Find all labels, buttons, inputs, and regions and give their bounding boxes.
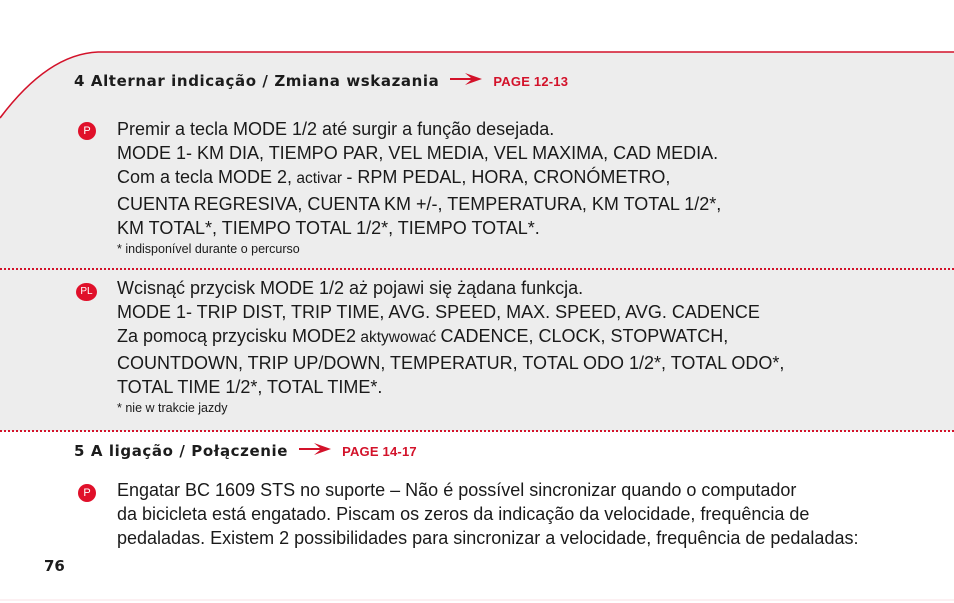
portuguese-instructions [117, 117, 721, 258]
text-segment: Com a tecla MODE 2, [117, 167, 293, 188]
text-line: Wcisnąć przycisk MODE 1/2 aż pojawi się żądana funkcja. [117, 278, 584, 298]
language-badge-pt: P [78, 484, 96, 502]
section-4-heading [74, 72, 568, 90]
section-5-heading [74, 442, 417, 460]
polish-instructions [117, 276, 784, 417]
text-line: MODE 1- TRIP DIST, TRIP TIME, AVG. SPEED, MAX. SPEED, AVG. CADENCE [117, 302, 760, 323]
language-badge-pt: P [78, 122, 96, 140]
text-line: Engatar BC 1609 STS no suporte – Não é possível sincronizar quando o computador [117, 480, 797, 500]
text-line [117, 324, 784, 350]
language-badge-pl: PL [76, 283, 97, 301]
arrow-right-icon [298, 442, 332, 460]
text-segment: activar [292, 170, 347, 188]
section-5-title: 5 A ligação / Połączenie [74, 442, 289, 460]
text-segment: Za pomocą przycisku MODE2 [117, 326, 357, 347]
text-line [117, 165, 721, 191]
text-line: CUENTA REGRESIVA, CUENTA KM +/-, TEMPERATURA, KM TOTAL 1/2*, [117, 193, 722, 214]
text-line: KM TOTAL*, TIEMPO TOTAL 1/2*, TIEMPO TOTAL*. [117, 217, 540, 238]
section-4-title: 4 Alternar indicação / Zmiana wskazania [74, 72, 440, 90]
text-line: COUNTDOWN, TRIP UP/DOWN, TEMPERATUR, TOTAL ODO 1/2*, TOTAL ODO*, [117, 352, 785, 373]
text-line: Premir a tecla MODE 1/2 até surgir a função desejada. [117, 119, 555, 139]
text-line: MODE 1- KM DIA, TIEMPO PAR, VEL MEDIA, VEL MAXIMA, CAD MEDIA. [117, 143, 719, 164]
footnote: * indisponível durante o percurso [117, 242, 300, 257]
page-reference-link[interactable]: PAGE 14-17 [342, 443, 417, 459]
text-line: da bicicleta está engatado. Piscam os zeros da indicação da velocidade, frequência de [117, 504, 810, 525]
text-segment: - RPM PEDAL, HORA, CRONÓMETRO, [346, 167, 671, 188]
dotted-separator [0, 268, 954, 270]
arrow-right-icon [449, 72, 483, 90]
text-segment: CADENCE, CLOCK, STOPWATCH, [440, 326, 729, 347]
text-segment: aktywować [356, 329, 441, 347]
portuguese-connection-instructions [117, 478, 858, 551]
dotted-separator [0, 430, 954, 432]
page-reference-link[interactable]: PAGE 12-13 [493, 73, 569, 89]
text-line: TOTAL TIME 1/2*, TOTAL TIME*. [117, 376, 383, 397]
text-line: pedaladas. Existem 2 possibilidades para sincronizar a velocidade, frequência de pedaladas: [117, 528, 859, 549]
page-number: 76 [44, 557, 65, 575]
footnote: * nie w trakcie jazdy [117, 401, 228, 416]
